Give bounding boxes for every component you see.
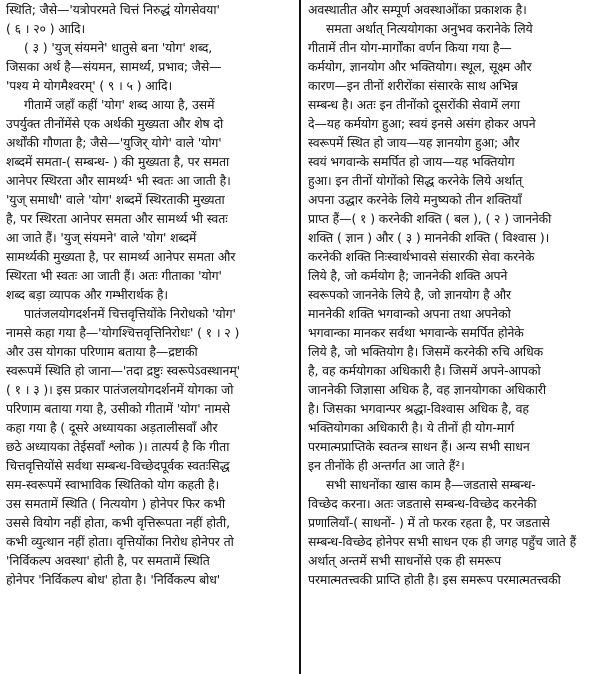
text-line: स्वरूपमें स्थिति हो जाना—'तदा द्रष्टुः स्वरूपेऽवस्थानम्' (6, 363, 240, 378)
text-line: सम-स्वरूपमें स्वाभाविक स्थितिको योग कहती है। (6, 477, 220, 492)
text-line: ( १ । ३ )। इस प्रकार पातंजलयोगदर्शनमें योगका जो (6, 382, 234, 397)
left-column (6, 0, 294, 589)
text-line: नामसे कहा गया है—'योगश्चित्तवृत्तिनिरोधः' ( १ । २ ) (6, 325, 240, 340)
text-line: अपना उद्धार करनेके लिये मनुष्यको तीन शक्तियाँ (308, 192, 522, 207)
text-line: लिये है, जो भक्तियोग है। जिसमें करनेकी रुचि अधिक (308, 344, 544, 359)
right-column (308, 0, 596, 589)
text-line: शक्ति ( ज्ञान ) और ( ३ ) माननेकी शक्ति ( विश्वास )। (308, 230, 550, 245)
text-line: कर्मयोग, ज्ञानयोग और भक्तियोग। स्थूल, सूक्ष्म और (308, 59, 532, 74)
text-line: स्वरूपमें स्थित हो जाय—यह ज्ञानयोग हुआ; और (308, 135, 520, 150)
text-line: लिये है, जो कर्मयोग है; जाननेकी शक्ति अपने (308, 268, 508, 283)
text-line: सामर्थ्यकी मुख्यता है, पर सामर्थ्य आनेपर समता और (6, 249, 236, 264)
paragraph-start: सभी साधनोंका खास काम है—जडतासे सम्बन्ध- (326, 477, 536, 492)
text-line: उससे वियोग नहीं होता, कभी वृत्तिरूपता नहीं होती, (6, 515, 230, 530)
text-line: स्थिरता भी स्वतः आ जाती हैं। अतः गीताका 'योग' (6, 268, 222, 283)
text-line: भक्तियोगका अधिकारी है। ये तीनों ही योग-मार्ग (308, 420, 515, 435)
text-line: भगवान्का मानकर सर्वथा भगवान्के समर्पित होनेके (308, 325, 524, 340)
text-line: इन तीनोंके ही अन्तर्गत आ जाते हैं²। (308, 458, 465, 473)
text-line: कारण—इन तीनों शरीरोंका संसारके साथ अभिन्न (308, 78, 518, 93)
text-line: परमात्मतत्त्वकी प्राप्ति होती है। इस समरूप परमात्मतत्त्वकी (308, 572, 561, 587)
text-line: गीतामें तीन योग-मार्गोंका वर्णन किया गया है— (308, 40, 512, 55)
text-line: अवस्थातीत और सम्पूर्ण अवस्थाओंका प्रकाशक है। (308, 2, 527, 17)
text-line: ( ६ । २० ) आदि। (6, 21, 86, 36)
text-line: जिसका अर्थ है—संयमन, सामर्थ्य, प्रभाव; जैसे— (6, 59, 222, 74)
text-line: उस समतामें स्थिति ( नित्ययोग ) होनेपर फिर कभी (6, 496, 225, 511)
text-line: है, वह कर्मयोगका अधिकारी है। जिसमें अपने-आपको (308, 363, 541, 378)
paragraph-start: ( ३ ) 'युज् संयमने' धातुसे बना 'योग' शब्द, (24, 40, 213, 55)
text-line: उपर्युक्त तीनोंमेंसे एक अर्थकी मुख्यता और शेष दो (6, 116, 224, 131)
text-line: शब्दमें समता-( सम्बन्ध- ) की मुख्यता है, पर समता (6, 154, 230, 169)
text-line: प्राप्त हैं—( १ ) करनेकी शक्ति ( बल ), ( २ ) जाननेकी (308, 211, 552, 226)
paragraph-start: समता अर्थात् नित्ययोगका अनुभव करानेके लिये (326, 21, 533, 36)
text-line: है, पर स्थिरता आनेपर समता और सामर्थ्य भी स्वतः (6, 211, 228, 226)
text-line: आनेपर स्थिरता और सामर्थ्य¹ भी स्वतः आ जाती है। (6, 173, 231, 188)
text-line: परमात्मप्राप्तिके स्वतन्त्र साधन हैं। अन्य सभी साधन (308, 439, 530, 454)
text-line: चित्तवृत्तियोंसे सर्वथा सम्बन्ध-विच्छेदपूर्वक स्वतःसिद्ध (6, 458, 230, 473)
text-line: स्थिति; जैसे—'यत्रोपरमते चित्तं निरुद्धं योगसेवया' (6, 2, 220, 17)
paragraph-start: गीतामें जहाँ कहीं 'योग' शब्द आया है, उसमें (24, 97, 215, 112)
text-line: करनेकी शक्ति निःस्वार्थभावसे संसारकी सेवा करनेके (308, 249, 535, 264)
text-line: माननेकी शक्ति भगवान्को अपना तथा अपनेको (308, 306, 511, 321)
text-line: कहा गया है ( दूसरे अध्यायका अड़तालीसवाँ और (6, 420, 218, 435)
text-line: परिणाम बताया गया है, उसीको गीतामें 'योग' नामसे (6, 401, 231, 416)
text-line: 'पश्य मे योगमैश्वरम्' ( ९ । ५ ) आदि। (6, 78, 173, 93)
text-line: हुआ। इन तीनों योगोंको सिद्ध करनेके लिये अर्थात् (308, 173, 523, 188)
text-line: सम्बन्ध-विच्छेद होनेपर सभी साधन एक ही जगह पहुँच जाते हैं (308, 534, 577, 549)
text-line: 'युज् समाधौ' वाले 'योग' शब्दमें स्थिरताकी मुख्यता (6, 192, 225, 207)
text-line: है। जिसका भगवान्पर श्रद्धा-विश्वास अधिक है, वह (308, 401, 529, 416)
text-line: विच्छेद करना। अतः जडतासे सम्बन्ध-विच्छेद करनेकी (308, 496, 537, 511)
text-line: दे—यह कर्मयोग हुआ; स्वयं इनसे असंग होकर अपने (308, 116, 536, 131)
text-line: छठे अध्यायका तेईसवाँ श्लोक )। तात्पर्य है कि गीता (6, 439, 230, 454)
text-line: प्रणालियाँ-( साधनों- ) में तो फरक रहता है, पर जडतासे (308, 515, 550, 530)
text-line: आ जाते हैं। 'युज् संयमने' वाले 'योग' शब्दमें (6, 230, 197, 245)
text-line: स्वरूपको जाननेके लिये है, जो ज्ञानयोग है और (308, 287, 511, 302)
text-line: सम्बन्ध है। अतः इन तीनोंको दूसरोंकी सेवामें लगा (308, 97, 520, 112)
paragraph-start: पातंजलयोगदर्शनमें चित्तवृत्तियोंके निरोधको 'योग' (24, 306, 236, 321)
text-line: और उस योगका परिणाम बताया है—द्रष्टाकी (6, 344, 198, 359)
text-line: जाननेकी जिज्ञासा अधिक है, वह ज्ञानयोगका अधिकारी (308, 382, 546, 397)
text-line: अर्थात् अन्तमें सभी साधनोंसे एक ही समरूप (308, 553, 502, 568)
text-line: 'निर्विकल्प अवस्था' होती है, पर समतामें स्थिति (6, 553, 210, 568)
text-line: होनेपर 'निर्विकल्प बोध' होता है। 'निर्विकल्प बोध' (6, 572, 221, 587)
text-line: स्वयं भगवान्के समर्पित हो जाय—यह भक्तियोग (308, 154, 515, 169)
text-line: कभी व्युत्थान नहीं होता। वृत्तियोंका निरोध होनेपर तो (6, 534, 234, 549)
column-divider (299, 0, 301, 674)
text-line: अर्थोंकी गौणता है; जैसे—'युजिर् योगे' वाले 'योग' (6, 135, 222, 150)
text-line: शब्द बड़ा व्यापक और गम्भीरार्थक है। (6, 287, 168, 302)
